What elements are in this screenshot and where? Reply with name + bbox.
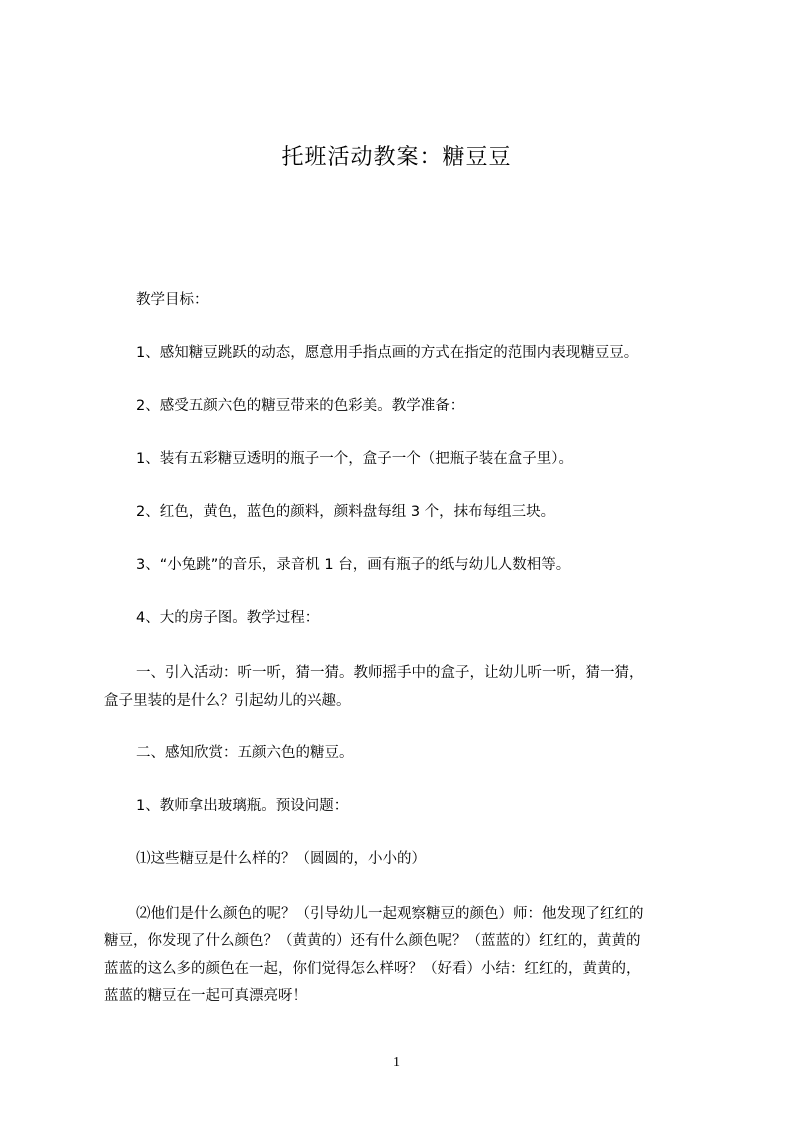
question-1: ⑴这些糖豆是什么样的？（圆圆的，小小的）: [136, 851, 426, 867]
prep-item-1: 1、装有五彩糖豆透明的瓶子一个，盒子一个（把瓶子装在盒子里）。: [136, 451, 573, 467]
page-number: 1: [393, 1055, 400, 1070]
goal-item-2: 2、感受五颜六色的糖豆带来的色彩美。教学准备：: [136, 398, 465, 414]
question-2-line-3: 蓝蓝的这么多的颜色在一起，你们觉得怎么样呀？（好看）小结：红红的，黄黄的，: [104, 961, 641, 977]
goal-heading: 教学目标：: [136, 292, 209, 308]
goal-item-1: 1、感知糖豆跳跃的动态，愿意用手指点画的方式在指定的范围内表现糖豆豆。: [136, 345, 639, 361]
prep-item-3: 3、“小兔跳”的音乐，录音机 1 台，画有瓶子的纸与幼儿人数相等。: [136, 557, 571, 573]
question-2-line-1: ⑵他们是什么颜色的呢？（引导幼儿一起观察糖豆的颜色）师：他发现了红红的: [136, 906, 644, 922]
document-title: 托班活动教案：糖豆豆: [281, 145, 512, 170]
process-2: 二、感知欣赏：五颜六色的糖豆。: [136, 745, 354, 761]
process-1-line-2: 盒子里装的是什么？引起幼儿的兴趣。: [104, 693, 351, 709]
step-1: 1、教师拿出玻璃瓶。预设问题：: [136, 798, 349, 814]
question-2-line-2: 糖豆，你发现了什么颜色？（黄黄的）还有什么颜色呢？（蓝蓝的）红红的，黄黄的: [104, 933, 641, 949]
process-1-line-1: 一、引入活动：听一听，猜一猜。教师摇手中的盒子，让幼儿听一听，猜一猜，: [136, 665, 644, 681]
prep-item-2: 2、红色，黄色，蓝色的颜料，颜料盘每组 3 个，抹布每组三块。: [136, 504, 556, 520]
prep-item-4: 4、大的房子图。教学过程：: [136, 610, 320, 626]
question-2-line-4: 蓝蓝的糖豆在一起可真漂亮呀！: [104, 988, 307, 1004]
